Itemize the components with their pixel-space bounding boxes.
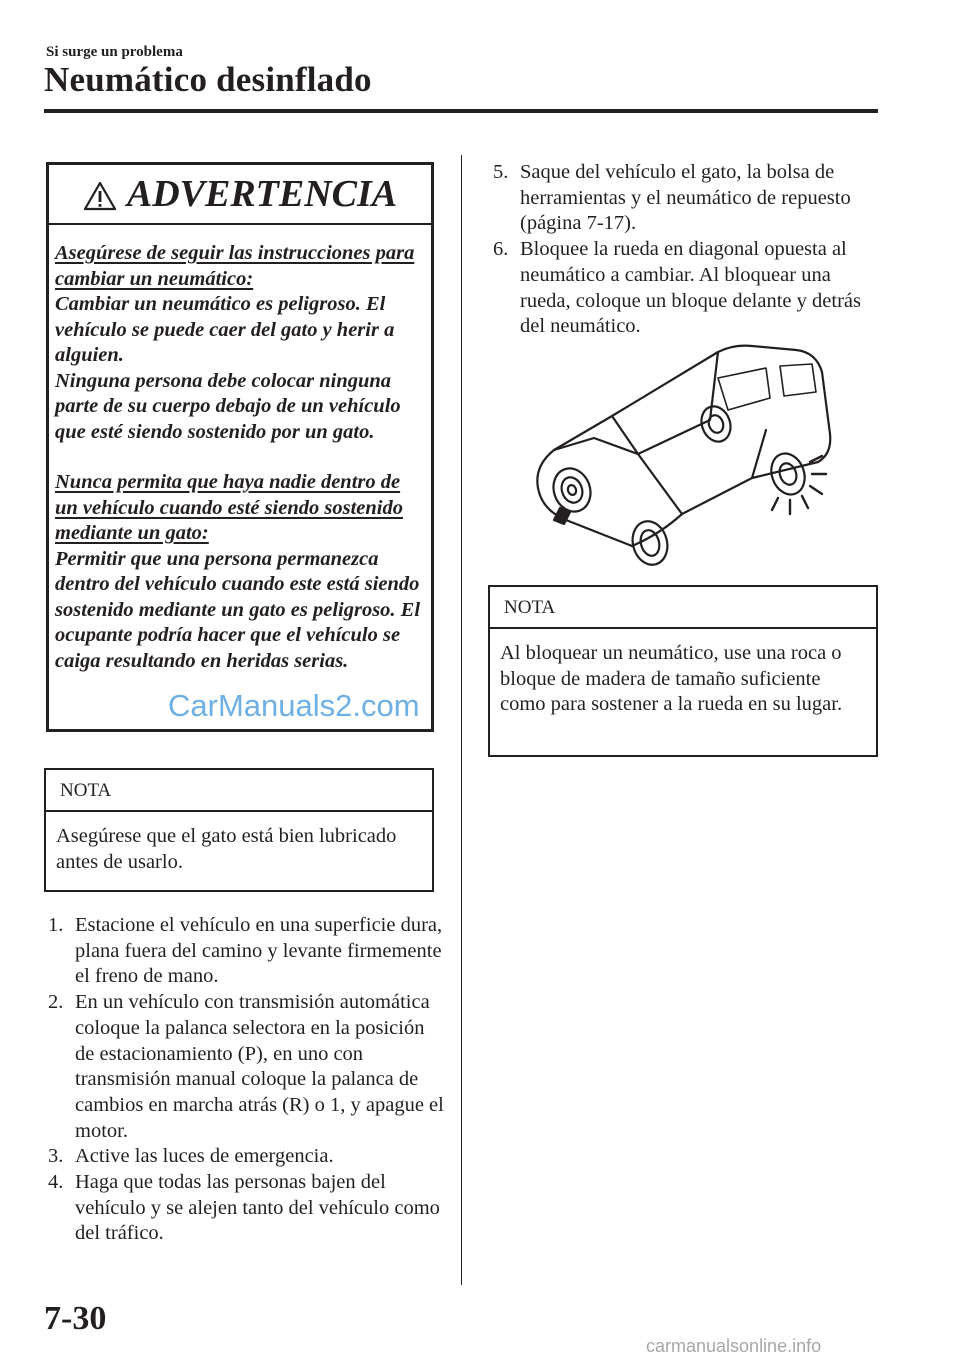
note-box-left xyxy=(44,768,434,892)
header-rule xyxy=(44,109,878,113)
note-text: Asegúrese que el gato está bien lubricado antes de usarlo. xyxy=(56,825,397,873)
list-item: 4. Haga que todas las personas bajen del vehículo y se alejen tanto del vehículo como del tráfico. xyxy=(48,1171,440,1245)
warning-triangle-icon xyxy=(83,181,117,211)
note-box-right xyxy=(488,585,878,757)
warning-body xyxy=(49,225,431,674)
list-item: 6. Bloquee la rueda en diagonal opuesta al neumático a cambiar. Al bloquear una rueda, coloque un bloque delante y detrás del neumático. xyxy=(493,238,861,338)
warning-text-3: Permitir que una persona permanezca dentro del vehículo cuando este está siendo sostenido mediante un gato es peligroso. El ocupante podría hacer que el vehículo se caiga resultando en heridas serias. xyxy=(55,547,421,672)
warning-box xyxy=(46,162,434,732)
warning-heading-2: Nunca permita que haya nadie dentro de un vehículo cuando esté siendo sostenido mediante un gato: xyxy=(55,471,403,544)
list-item: 3. Active las luces de emergencia. xyxy=(48,1145,334,1168)
list-item: 1. Estacione el vehículo en una superficie dura, plana fuera del camino y levante firmemente el freno de mano. xyxy=(48,914,443,988)
watermark: CarManuals2.com xyxy=(168,688,420,723)
column-divider xyxy=(461,155,462,1285)
warning-text-2: Ninguna persona debe colocar ninguna parte de su cuerpo debajo de un vehículo que esté siendo sostenido por un gato. xyxy=(55,369,401,443)
warning-header xyxy=(49,165,431,225)
section-label: Si surge un problema xyxy=(46,44,183,60)
car-wheel-block-illustration xyxy=(520,338,840,568)
list-item: 2. En un vehículo con transmisión automática coloque la palanca selectora en la posición de estacionamiento (P), en uno con transmisión manual coloque la palanca de cambios en marcha atrás (R) o 1, y apague el motor. xyxy=(48,991,444,1142)
page-number: 7-30 xyxy=(44,1300,107,1337)
note-title: NOTA xyxy=(490,587,876,629)
warning-title: ADVERTENCIA xyxy=(126,173,398,215)
page-title: Neumático desinflado xyxy=(44,60,372,99)
note-title: NOTA xyxy=(46,770,432,812)
list-item: 5. Saque del vehículo el gato, la bolsa de herramientas y el neumático de repuesto (página 7-17). xyxy=(493,161,851,235)
steps-list-right xyxy=(493,160,883,340)
warning-text-1: Cambiar un neumático es peligroso. El vehículo se puede caer del gato y herir a alguien. xyxy=(55,293,395,366)
steps-list-left xyxy=(48,913,448,1247)
warning-heading-1: Asegúrese de seguir las instrucciones para cambiar un neumático: xyxy=(55,242,415,290)
footer-watermark: carmanualsonline.info xyxy=(646,1336,822,1356)
note-text: Al bloquear un neumático, use una roca o bloque de madera de tamaño suficiente como para sostener a la rueda en su lugar. xyxy=(500,642,843,715)
